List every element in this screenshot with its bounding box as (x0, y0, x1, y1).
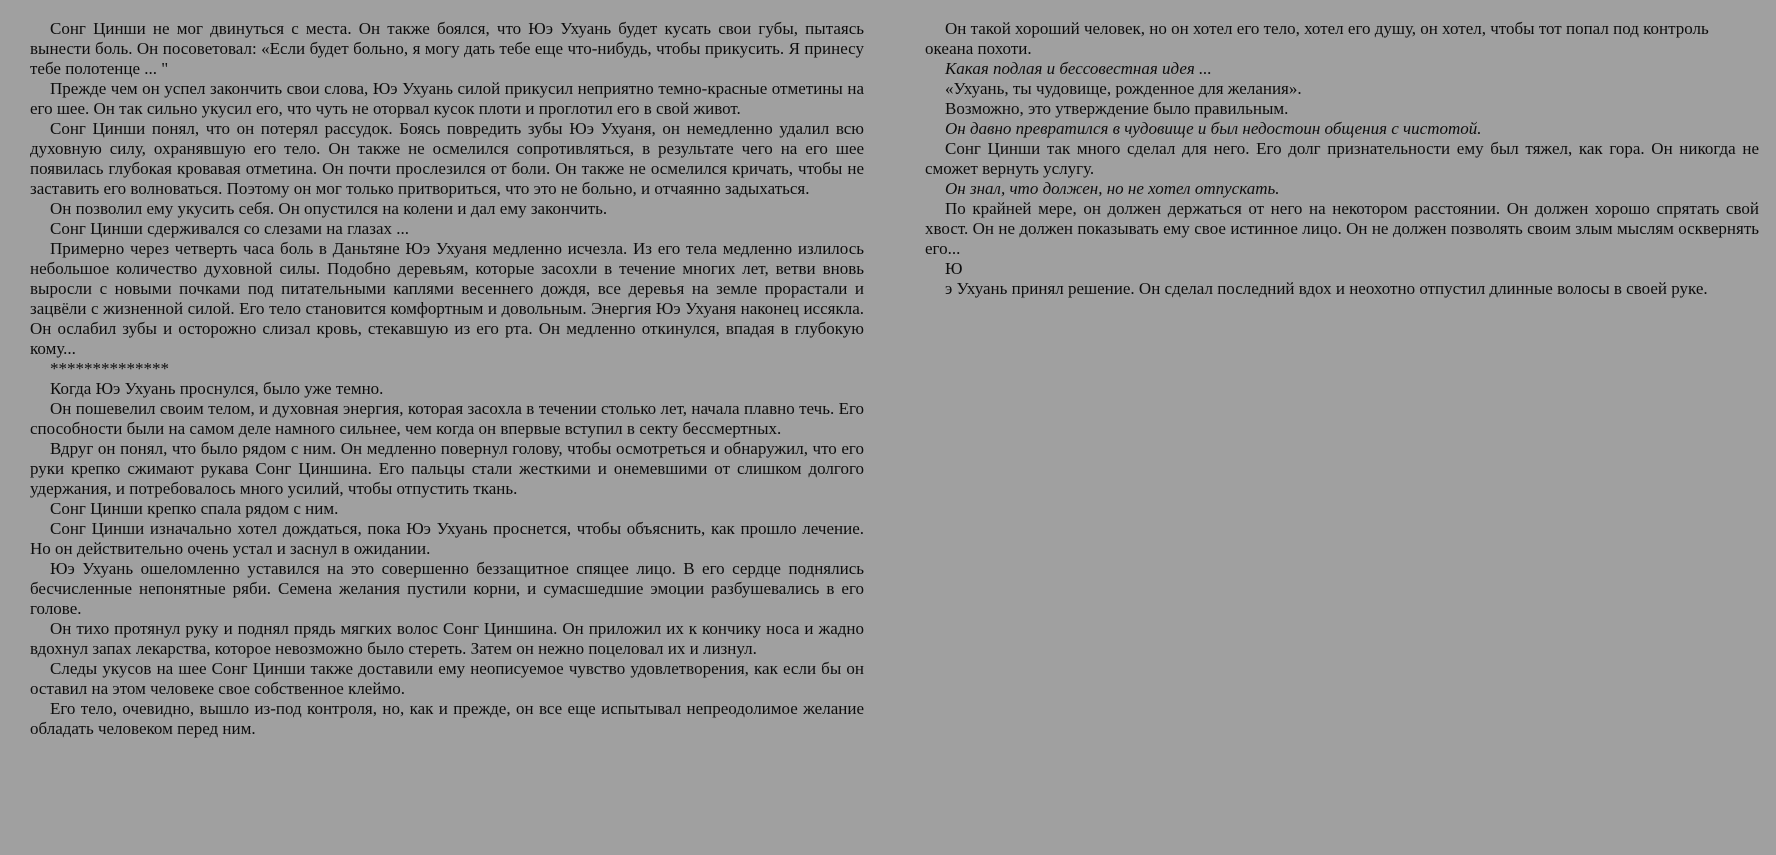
paragraph: Он позволил ему укусить себя. Он опустился на колени и дал ему закончить. (50, 199, 608, 218)
paragraph: Юэ Ухуань ошеломленно уставился на это совершенно беззащитное спящее лицо. В его сердце поднялись бесчисленные непонятные ряби. Семена желания пустили корни, и сумасшедшие эмоции разбушевались в его голове. (30, 559, 864, 618)
paragraph: Какая подлая и бессовестная идея ... (945, 59, 1212, 78)
paragraph: Сонг Цинши изначально хотел дождаться, пока Юэ Ухуань проснется, чтобы объяснить, как прошло лечение. Но он действительно очень устал и заснул в ожидании. (30, 519, 864, 558)
paragraph: Он знал, что должен, но не хотел отпускать. (945, 179, 1280, 198)
paragraph: Сонг Цинши так много сделал для него. Его долг признательности ему был тяжел, как гора. Он никогда не сможет вернуть услугу. (925, 139, 1759, 178)
paragraph: Он давно превратился в чудовище и был недостоин общения с чистотой. (945, 119, 1482, 138)
paragraph: Возможно, это утверждение было правильным. (945, 99, 1289, 118)
right-text-column (925, 19, 1759, 299)
paragraph: Сонг Цинши сдерживался со слезами на глазах ... (50, 219, 409, 238)
paragraph: Он такой хороший человек, но он хотел его тело, хотел его душу, он хотел, чтобы тот попал под контроль океана похоти. (925, 19, 1709, 58)
paragraph: «Ухуань, ты чудовище, рожденное для желания». (945, 79, 1302, 98)
paragraph: Ю (945, 259, 963, 278)
left-text-column (30, 19, 864, 739)
paragraph: Вдруг он понял, что было рядом с ним. Он медленно повернул голову, чтобы осмотреться и обнаружил, что его руки крепко сжимают рукава Сонг Циншина. Его пальцы стали жесткими и онемевшими от слишком долгого удержания, и потребовалось много усилий, чтобы отпустить ткань. (30, 439, 864, 498)
paragraph: Примерно через четверть часа боль в Даньтяне Юэ Ухуаня медленно исчезла. Из его тела медленно излилось небольшое количество духовной силы. Подобно деревьям, которые засохли в течение многих лет, ветви вновь выросли с новыми почками под питательными каплями весеннего дождя, все деревья на земле прорастали и зацвёли с жизненной силой. Его тело становится комфортным и довольным. Энергия Юэ Ухуаня наконец иссякла. Он ослабил зубы и осторожно слизал кровь, стекавшую из его рта. Он медленно откинулся, впадая в глубокую кому... (30, 239, 864, 358)
paragraph: Сонг Цинши не мог двинуться с места. Он также боялся, что Юэ Ухуань будет кусать свои губы, пытаясь вынести боль. Он посоветовал: «Если будет больно, я могу дать тебе еще что-нибудь, чтобы прикусить. Я принесу тебе полотенце ... " (30, 19, 864, 78)
paragraph: Сонг Цинши понял, что он потерял рассудок. Боясь повредить зубы Юэ Ухуаня, он немедленно удалил всю духовную силу, охранявшую его тело. Он также не осмелился сопротивляться, в результате чего на его шее появилась глубокая кровавая отметина. Он почти прослезился от боли. Он также не осмелился кричать, чтобы не заставить его волноваться. Поэтому он мог только притвориться, что это не больно, и отчаянно задыхаться. (30, 119, 864, 198)
paragraph: Сонг Цинши крепко спала рядом с ним. (50, 499, 339, 518)
paragraph: Когда Юэ Ухуань проснулся, было уже темно. (50, 379, 384, 398)
paragraph: ************** (50, 359, 169, 378)
paragraph: Он тихо протянул руку и поднял прядь мягких волос Сонг Циншина. Он приложил их к кончику носа и жадно вдохнул запах лекарства, которое невозможно было стереть. Затем он нежно поцеловал их и лизнул. (30, 619, 864, 658)
paragraph: э Ухуань принял решение. Он сделал последний вдох и неохотно отпустил длинные волосы в своей руке. (945, 279, 1708, 298)
paragraph: По крайней мере, он должен держаться от него на некотором расстоянии. Он должен хорошо спрятать свой хвост. Он не должен показывать ему свое истинное лицо. Он не должен позволять своим злым мыслям осквернять его... (925, 199, 1759, 258)
paragraph: Он пошевелил своим телом, и духовная энергия, которая засохла в течении столько лет, начала плавно течь. Его способности были на самом деле намного сильнее, чем когда он впервые вступил в секту бессмертных. (30, 399, 864, 438)
paragraph: Прежде чем он успел закончить свои слова, Юэ Ухуань силой прикусил неприятно темно-красные отметины на его шее. Он так сильно укусил его, что чуть не оторвал кусок плоти и проглотил его в свой живот. (30, 79, 864, 118)
paragraph: Его тело, очевидно, вышло из-под контроля, но, как и прежде, он все еще испытывал непреодолимое желание обладать человеком перед ним. (30, 699, 864, 738)
paragraph: Следы укусов на шее Сонг Цинши также доставили ему неописуемое чувство удовлетворения, как если бы он оставил на этом человеке свое собственное клеймо. (30, 659, 864, 698)
